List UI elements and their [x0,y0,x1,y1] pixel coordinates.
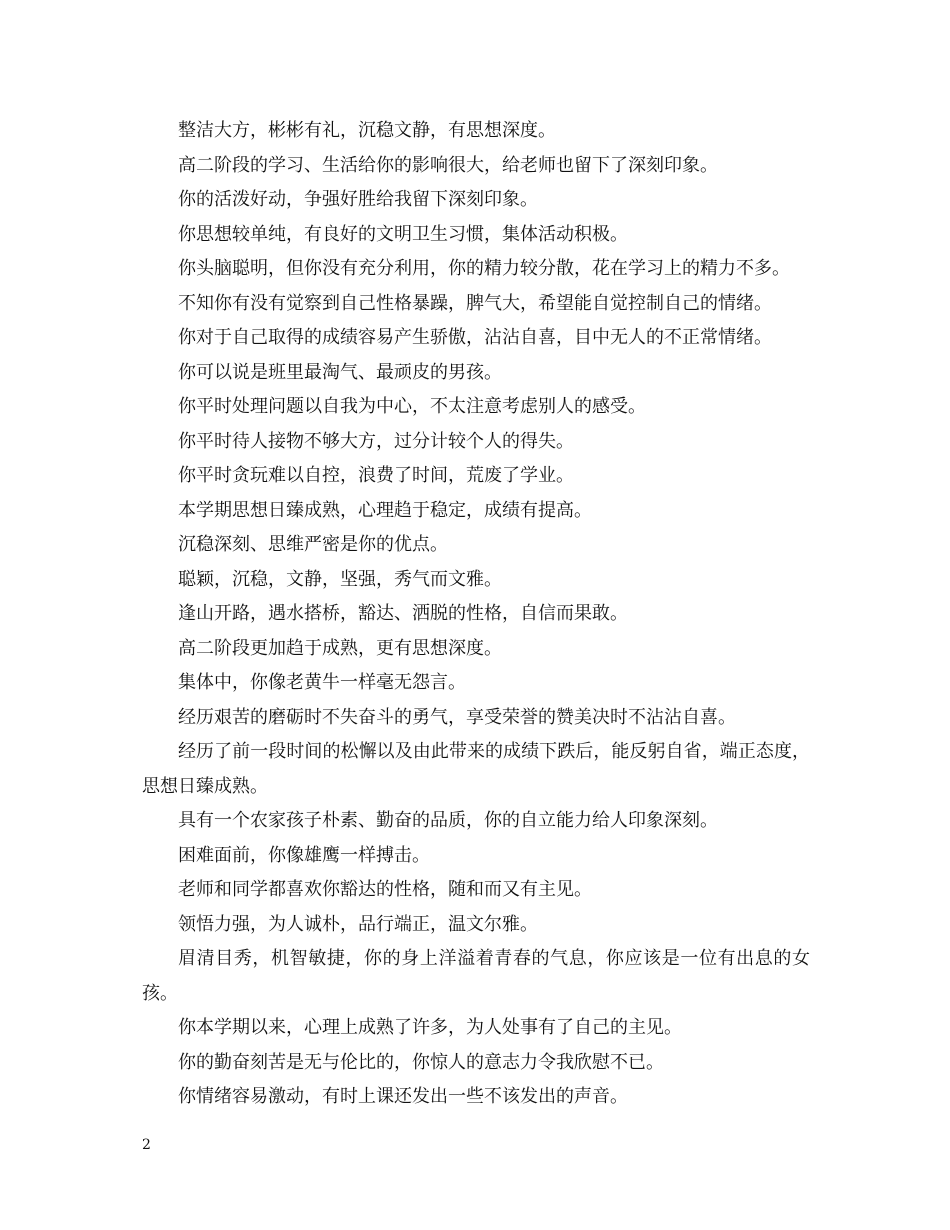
paragraph: 经历了前一段时间的松懈以及由此带来的成绩下跌后，能反躬自省，端正态度，思想日臻成熟。 [142,741,810,797]
paragraph: 你本学期以来，心理上成熟了许多，为人处事有了自己的主见。 [178,1017,682,1038]
paragraph: 你平时待人接物不够大方，过分计较个人的得失。 [178,430,574,452]
paragraph: 本学期思想日臻成熟，心理趋于稳定，成绩有提高。 [178,499,592,521]
paragraph: 你情绪容易激动，有时上课还发出一些不该发出的声音。 [178,1086,628,1107]
paragraph: 你对于自己取得的成绩容易产生骄傲，沾沾自喜，目中无人的不正常情绪。 [178,327,772,348]
paragraph: 老师和同学都喜欢你豁达的性格，随和而又有主见。 [178,879,592,900]
paragraph: 具有一个农家孩子朴素、勤奋的品质，你的自立能力给人印象深刻。 [178,810,718,831]
paragraph: 高二阶段的学习、生活给你的影响很大，给老师也留下了深刻印象。 [178,154,718,176]
paragraph: 逢山开路，遇水搭桥，豁达、洒脱的性格，自信而果敢。 [178,603,628,624]
paragraph: 你头脑聪明，但你没有充分利用，你的精力较分散，花在学习上的精力不多。 [178,258,790,279]
paragraph: 不知你有没有觉察到自己性格暴躁，脾气大，希望能自觉控制自己的情绪。 [178,292,772,314]
paragraph: 你的活泼好动，争强好胜给我留下深刻印象。 [178,189,538,210]
page-number: 2 [142,1137,151,1153]
paragraph: 你思想较单纯，有良好的文明卫生习惯，集体活动积极。 [178,223,628,245]
paragraph: 聪颖，沉稳，文静，坚强，秀气而文雅。 [178,568,502,590]
paragraph: 你的勤奋刻苦是无与伦比的，你惊人的意志力令我欣慰不已。 [178,1051,664,1073]
paragraph: 整洁大方，彬彬有礼，沉稳文静，有思想深度。 [178,120,556,141]
paragraph: 领悟力强，为人诚朴，品行端正，温文尔雅。 [178,913,538,935]
paragraph: 眉清目秀，机智敏捷，你的身上洋溢着青春的气息，你应该是一位有出息的女孩。 [142,948,810,1004]
body-text [142,114,810,1115]
paragraph: 高二阶段更加趋于成熟，更有思想深度。 [178,637,502,659]
paragraph: 你平时贪玩难以自控，浪费了时间，荒废了学业。 [178,465,574,486]
paragraph: 沉稳深刻、思维严密是你的优点。 [178,534,448,555]
paragraph: 集体中，你像老黄牛一样毫无怨言。 [178,672,466,693]
paragraph: 你平时处理问题以自我为中心，不太注意考虑别人的感受。 [178,396,646,417]
paragraph: 经历艰苦的磨砺时不失奋斗的勇气，享受荣誉的赞美决时不沾沾自喜。 [178,706,736,728]
paragraph: 你可以说是班里最淘气、最顽皮的男孩。 [178,361,502,383]
paragraph: 困难面前，你像雄鹰一样搏击。 [178,844,430,866]
